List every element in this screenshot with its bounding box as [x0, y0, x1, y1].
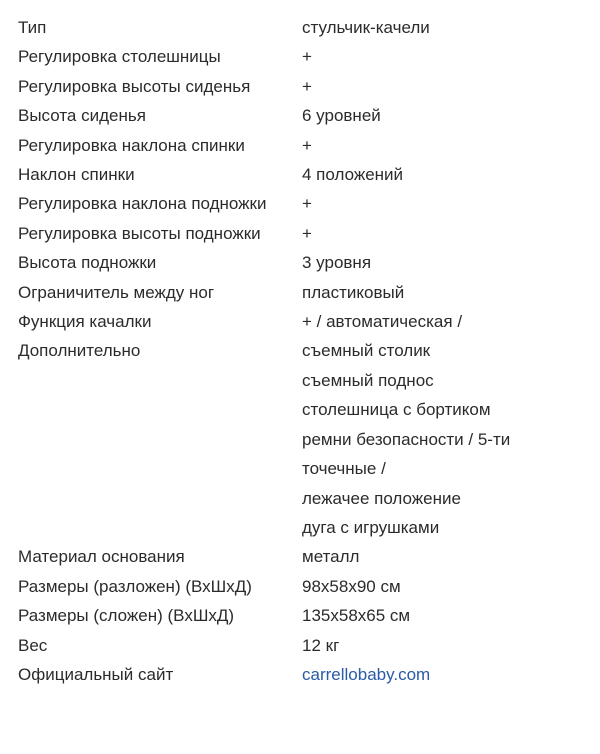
spec-row-swing-function — [18, 307, 588, 336]
spec-label: Официальный сайт — [18, 664, 174, 684]
spec-value-line: 4 положений — [302, 165, 404, 185]
spec-label: Ограничитель между ног — [18, 282, 215, 302]
spec-label: Высота сиденья — [18, 106, 146, 126]
spec-value — [302, 101, 588, 130]
spec-value — [302, 601, 588, 630]
spec-value-line: 3 уровня — [302, 253, 372, 273]
spec-label: Функция качалки — [18, 312, 152, 332]
spec-value-line: 6 уровней — [302, 106, 381, 126]
spec-row-backrest-recline — [18, 160, 588, 189]
spec-value — [302, 336, 588, 542]
spec-value-line: 135x58x65 см — [302, 606, 411, 626]
spec-value — [302, 72, 588, 101]
spec-value — [302, 248, 588, 277]
spec-value — [302, 189, 588, 218]
spec-label: Высота подножки — [18, 253, 157, 273]
spec-row-footrest-height — [18, 248, 588, 277]
spec-value-line: + — [302, 47, 312, 67]
spec-row-seat-height — [18, 101, 588, 130]
spec-value-line: пластиковый — [302, 282, 405, 302]
spec-value-line: металл — [302, 547, 360, 567]
spec-row-crotch-guard — [18, 278, 588, 307]
spec-row-type — [18, 13, 588, 42]
spec-row-dimensions-folded — [18, 601, 588, 630]
official-site-link[interactable]: carrellobaby.com — [302, 664, 431, 684]
spec-value — [302, 278, 588, 307]
spec-value — [302, 307, 588, 336]
spec-row-footrest-height-adjustment — [18, 219, 588, 248]
spec-row-backrest-adjustment — [18, 131, 588, 160]
spec-value-line: дуга с игрушками — [302, 517, 440, 537]
spec-value-line: стульчик-качели — [302, 18, 430, 37]
spec-value-line: + — [302, 135, 312, 155]
spec-label: Вес — [18, 635, 48, 655]
spec-value — [302, 631, 588, 660]
spec-value — [302, 42, 588, 71]
spec-label: Дополнительно — [18, 341, 141, 361]
spec-row-base-material — [18, 542, 588, 571]
spec-label: Регулировка наклона спинки — [18, 135, 245, 155]
spec-label: Регулировка высоты сиденья — [18, 76, 251, 96]
spec-value-line: + / автоматическая / — [302, 312, 463, 332]
spec-row-weight — [18, 631, 588, 660]
spec-label: Материал основания — [18, 547, 185, 567]
spec-value-line: 98x58x90 см — [302, 576, 401, 596]
spec-value-line: съемный столик — [302, 341, 431, 361]
spec-table — [18, 13, 588, 689]
spec-value — [302, 219, 588, 248]
spec-value — [302, 572, 588, 601]
spec-value — [302, 660, 588, 689]
spec-label: Размеры (сложен) (ВхШхД) — [18, 606, 235, 626]
spec-label: Регулировка наклона подножки — [18, 194, 267, 214]
spec-label: Регулировка столешницы — [18, 47, 221, 67]
spec-value-line: ремни безопасности / 5-ти точечные / — [302, 429, 511, 479]
spec-row-official-site — [18, 660, 588, 689]
spec-value — [302, 131, 588, 160]
spec-value-line: + — [302, 76, 312, 96]
spec-value-line: 12 кг — [302, 635, 340, 655]
spec-value-line: лежачее положение — [302, 488, 461, 508]
spec-value-line: + — [302, 223, 312, 243]
spec-row-footrest-recline-adjustment — [18, 189, 588, 218]
spec-label: Размеры (разложен) (ВхШхД) — [18, 576, 252, 596]
spec-row-additional — [18, 336, 588, 542]
spec-label: Наклон спинки — [18, 165, 135, 185]
spec-value — [302, 13, 588, 42]
spec-value-line: столешница с бортиком — [302, 400, 491, 420]
spec-value — [302, 160, 588, 189]
spec-label: Регулировка высоты подножки — [18, 223, 261, 243]
spec-value-line: съемный поднос — [302, 370, 434, 390]
spec-label: Тип — [18, 18, 47, 37]
spec-value — [302, 542, 588, 571]
spec-value-line: + — [302, 194, 312, 214]
spec-row-dimensions-unfolded — [18, 572, 588, 601]
spec-row-tray-adjustment — [18, 42, 588, 71]
spec-row-seat-height-adjustment — [18, 72, 588, 101]
